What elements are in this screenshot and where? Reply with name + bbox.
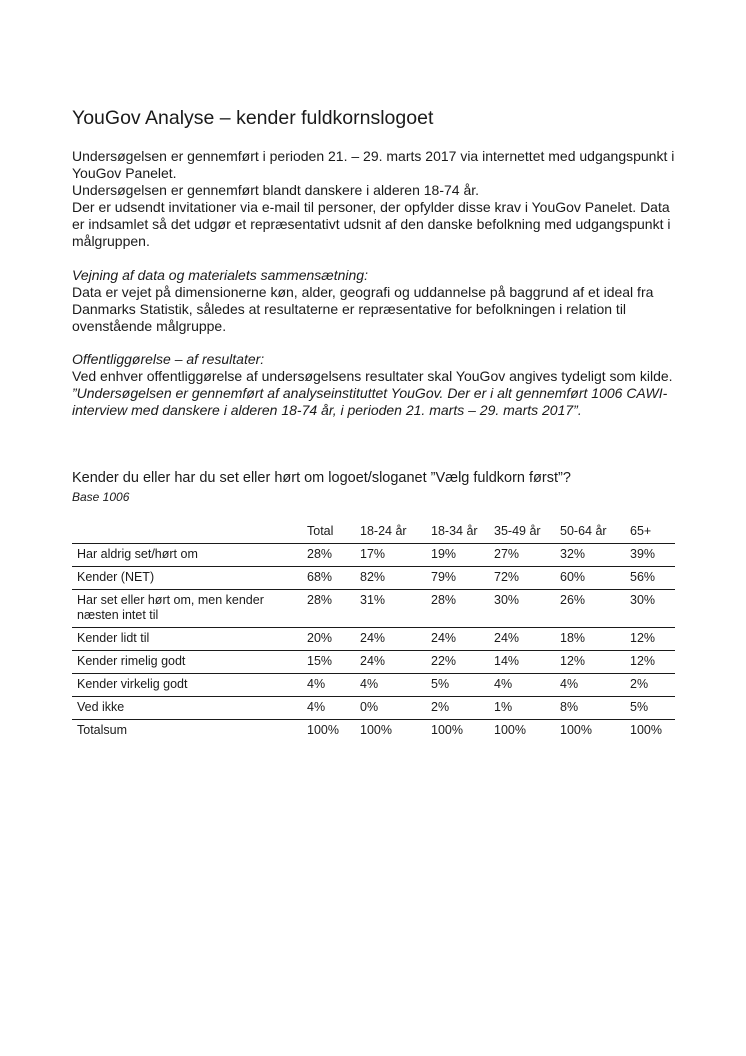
weighting-section	[72, 267, 677, 335]
intro-paragraph-invitations: Der er udsendt invitationer via e-mail til personer, der opfylder disse krav i YouGov Panelet. Data er indsamlet så det udgør et repræsentativt udsnit af den danske befolkning med udgangspunkt i målgruppen.	[72, 199, 671, 249]
weighting-heading: Vejning af data og materialets sammensætning:	[72, 267, 368, 283]
column-header-65plus: 65+	[630, 524, 652, 538]
cell-value: 30%	[494, 593, 520, 607]
table-row	[72, 544, 675, 567]
cell-value: 72%	[494, 570, 520, 584]
cell-value: 60%	[560, 570, 586, 584]
cell-value: 24%	[494, 631, 520, 645]
cell-value: 24%	[360, 631, 386, 645]
column-header-label	[72, 519, 307, 544]
cell-value: 28%	[307, 547, 333, 561]
row-label: Totalsum	[77, 723, 128, 737]
cell-value: 2%	[630, 677, 649, 691]
cell-value: 24%	[360, 654, 386, 668]
row-label: Kender lidt til	[77, 631, 150, 645]
cell-value: 28%	[307, 593, 333, 607]
publication-text: Ved enhver offentliggørelse af undersøgelsens resultater skal YouGov angives tydeligt som kilde.	[72, 368, 673, 384]
cell-value: 2%	[431, 700, 450, 714]
cell-value: 100%	[560, 723, 592, 737]
results-table	[72, 519, 675, 742]
cell-value: 68%	[307, 570, 333, 584]
cell-value: 5%	[431, 677, 450, 691]
cell-value: 100%	[307, 723, 339, 737]
cell-value: 32%	[560, 547, 586, 561]
cell-value: 22%	[431, 654, 457, 668]
table-body	[72, 544, 675, 743]
cell-value: 17%	[360, 547, 386, 561]
cell-value: 19%	[431, 547, 457, 561]
weighting-text: Data er vejet på dimensionerne køn, alder, geografi og uddannelse på baggrund af et ideal fra Danmarks Statistik, således at resultaterne er repræsentative for befolkningen i relation til ovenstående målgruppe.	[72, 284, 654, 334]
cell-value: 5%	[630, 700, 649, 714]
cell-value: 4%	[360, 677, 379, 691]
cell-value: 12%	[560, 654, 586, 668]
cell-value: 100%	[494, 723, 526, 737]
cell-value: 1%	[494, 700, 513, 714]
cell-value: 4%	[307, 677, 326, 691]
intro-paragraph-age: Undersøgelsen er gennemført blandt danskere i alderen 18-74 år.	[72, 182, 480, 198]
row-label: Har aldrig set/hørt om	[77, 547, 198, 561]
cell-value: 82%	[360, 570, 386, 584]
cell-value: 4%	[494, 677, 513, 691]
row-label: Kender virkelig godt	[77, 677, 188, 691]
cell-value: 20%	[307, 631, 333, 645]
table-row	[72, 674, 675, 697]
cell-value: 100%	[630, 723, 662, 737]
cell-value: 15%	[307, 654, 333, 668]
column-header-18-34: 18-34 år	[431, 524, 478, 538]
publication-section	[72, 351, 677, 419]
column-header-50-64: 50-64 år	[560, 524, 607, 538]
cell-value: 14%	[494, 654, 520, 668]
cell-value: 30%	[630, 593, 656, 607]
table-header-row	[72, 519, 675, 544]
question-base: Base 1006	[72, 490, 130, 504]
cell-value: 100%	[431, 723, 463, 737]
cell-value: 8%	[560, 700, 579, 714]
table-row	[72, 628, 675, 651]
column-header-total: Total	[307, 524, 334, 538]
cell-value: 4%	[307, 700, 326, 714]
table-row	[72, 651, 675, 674]
table-row	[72, 567, 675, 590]
cell-value: 12%	[630, 631, 656, 645]
column-header-35-49: 35-49 år	[494, 524, 541, 538]
intro-section	[72, 148, 677, 250]
row-label: Ved ikke	[77, 700, 125, 714]
column-header-18-24: 18-24 år	[360, 524, 407, 538]
row-label: Kender rimelig godt	[77, 654, 186, 668]
page-title: YouGov Analyse – kender fuldkornslogoet	[72, 107, 434, 129]
cell-value: 24%	[431, 631, 457, 645]
table-row	[72, 697, 675, 720]
table-row	[72, 590, 675, 628]
cell-value: 4%	[560, 677, 579, 691]
cell-value: 100%	[360, 723, 392, 737]
cell-value: 31%	[360, 593, 386, 607]
row-label: Kender (NET)	[77, 570, 155, 584]
cell-value: 26%	[560, 593, 586, 607]
cell-value: 28%	[431, 593, 457, 607]
publication-heading: Offentliggørelse – af resultater:	[72, 351, 265, 367]
table-row	[72, 720, 675, 743]
cell-value: 12%	[630, 654, 656, 668]
cell-value: 0%	[360, 700, 379, 714]
cell-value: 39%	[630, 547, 656, 561]
publication-quote: ”Undersøgelsen er gennemført af analyseinstituttet YouGov. Der er i alt gennemført 1006 CAWI-interview med danskere i alderen 18-74 år, i perioden 21. marts – 29. marts 2017”.	[72, 385, 668, 418]
question-heading: Kender du eller har du set eller hørt om logoet/sloganet ”Vælg fuldkorn først”?	[72, 470, 571, 486]
row-label: Har set eller hørt om, men kender næsten intet til	[77, 593, 264, 622]
cell-value: 27%	[494, 547, 520, 561]
cell-value: 56%	[630, 570, 656, 584]
intro-paragraph-period: Undersøgelsen er gennemført i perioden 21. – 29. marts 2017 via internettet med udgangspunkt i YouGov Panelet.	[72, 148, 675, 181]
cell-value: 18%	[560, 631, 586, 645]
cell-value: 79%	[431, 570, 457, 584]
